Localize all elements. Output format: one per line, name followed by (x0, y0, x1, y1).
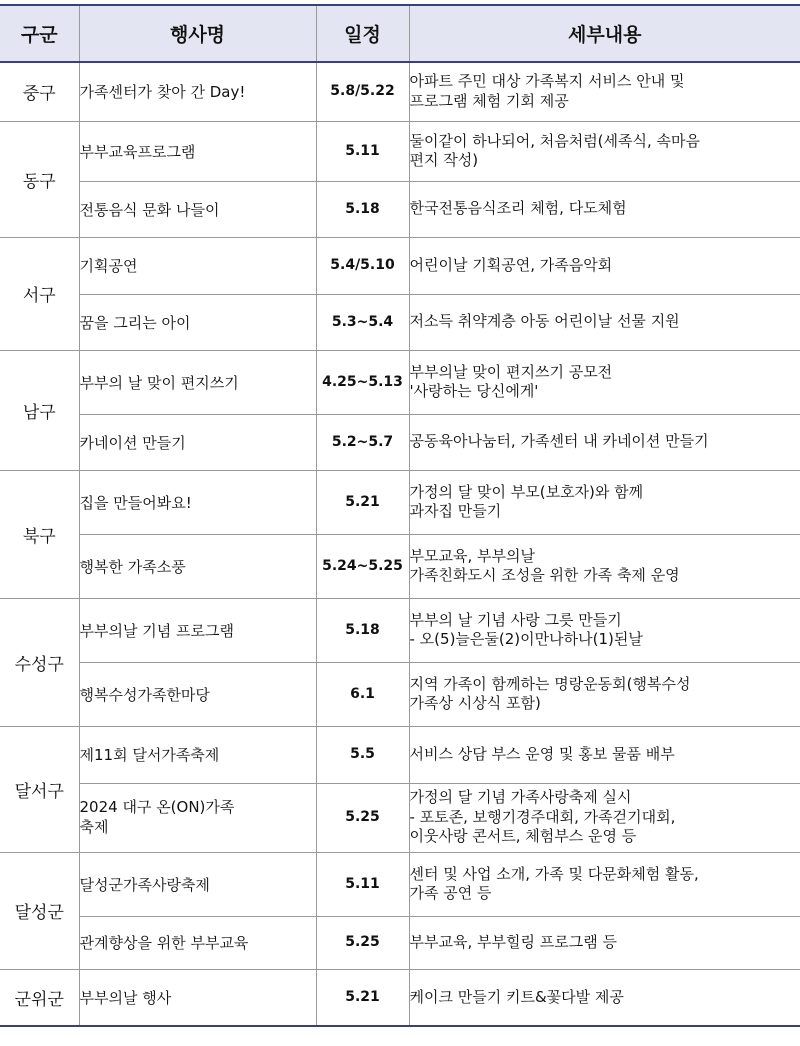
header-detail: 세부내용 (409, 5, 800, 62)
table-row (0, 121, 800, 181)
table-row (0, 598, 800, 662)
table-row (0, 237, 800, 294)
table-row (0, 969, 800, 1026)
header-date: 일정 (316, 5, 409, 62)
table-row (0, 916, 800, 969)
detail-cell: 부모교육, 부부의날 가족친화도시 조성을 위한 가족 축제 운영 (409, 534, 800, 598)
detail-cell: 저소득 취약계층 아동 어린이날 선물 지원 (409, 294, 800, 350)
event-name-cell: 부부의날 행사 (79, 969, 316, 1026)
district-cell: 서구 (0, 237, 79, 350)
date-cell: 5.2~5.7 (316, 414, 409, 470)
date-cell: 5.3~5.4 (316, 294, 409, 350)
date-cell: 5.11 (316, 121, 409, 181)
table-row (0, 181, 800, 237)
district-cell: 수성구 (0, 598, 79, 726)
date-cell: 4.25~5.13 (316, 350, 409, 414)
detail-cell: 부부의날 맞이 편지쓰기 공모전 '사랑하는 당신에게' (409, 350, 800, 414)
table-row (0, 294, 800, 350)
district-cell: 달성군 (0, 852, 79, 969)
date-cell: 5.25 (316, 916, 409, 969)
event-name-cell: 부부의 날 맞이 편지쓰기 (79, 350, 316, 414)
table-row (0, 534, 800, 598)
district-cell: 동구 (0, 121, 79, 237)
detail-cell: 센터 및 사업 소개, 가족 및 다문화체험 활동, 가족 공연 등 (409, 852, 800, 916)
table-row (0, 414, 800, 470)
event-name-cell: 가족센터가 찾아 간 Day! (79, 62, 316, 121)
date-cell: 5.21 (316, 969, 409, 1026)
detail-cell: 지역 가족이 함께하는 명랑운동회(행복수성 가족상 시상식 포함) (409, 662, 800, 726)
district-cell: 달서구 (0, 726, 79, 852)
event-name-cell: 전통음식 문화 나들이 (79, 181, 316, 237)
date-cell: 5.18 (316, 181, 409, 237)
detail-cell: 어린이날 기획공연, 가족음악회 (409, 237, 800, 294)
event-name-cell: 2024 대구 온(ON)가족 축제 (79, 783, 316, 852)
detail-cell: 서비스 상담 부스 운영 및 홍보 물품 배부 (409, 726, 800, 783)
event-name-cell: 카네이션 만들기 (79, 414, 316, 470)
detail-cell: 가정의 달 기념 가족사랑축제 실시 - 포토존, 보행기경주대회, 가족걷기대회, 이웃사랑 콘서트, 체험부스 운영 등 (409, 783, 800, 852)
events-table (0, 4, 800, 1027)
header-event-name: 행사명 (79, 5, 316, 62)
detail-cell: 부부교육, 부부힐링 프로그램 등 (409, 916, 800, 969)
date-cell: 5.25 (316, 783, 409, 852)
table-row (0, 726, 800, 783)
event-name-cell: 기획공연 (79, 237, 316, 294)
date-cell: 5.8/5.22 (316, 62, 409, 121)
detail-cell: 가정의 달 맞이 부모(보호자)와 함께 과자집 만들기 (409, 470, 800, 534)
table-row (0, 783, 800, 852)
table-row (0, 470, 800, 534)
event-name-cell: 행복수성가족한마당 (79, 662, 316, 726)
event-name-cell: 행복한 가족소풍 (79, 534, 316, 598)
district-cell: 중구 (0, 62, 79, 121)
table-body (0, 62, 800, 1026)
district-cell: 북구 (0, 470, 79, 598)
detail-cell: 부부의 날 기념 사랑 그릇 만들기 - 오(5)늘은둘(2)이만나하나(1)된날 (409, 598, 800, 662)
event-name-cell: 집을 만들어봐요! (79, 470, 316, 534)
date-cell: 6.1 (316, 662, 409, 726)
district-cell: 남구 (0, 350, 79, 470)
detail-cell: 한국전통음식조리 체험, 다도체험 (409, 181, 800, 237)
date-cell: 5.4/5.10 (316, 237, 409, 294)
table-header (0, 5, 800, 62)
detail-cell: 공동육아나눔터, 가족센터 내 카네이션 만들기 (409, 414, 800, 470)
event-name-cell: 부부교육프로그램 (79, 121, 316, 181)
detail-cell: 케이크 만들기 키트&꽃다발 제공 (409, 969, 800, 1026)
table-row (0, 350, 800, 414)
event-name-cell: 제11회 달서가족축제 (79, 726, 316, 783)
table-row (0, 62, 800, 121)
header-row (0, 5, 800, 62)
date-cell: 5.5 (316, 726, 409, 783)
event-name-cell: 부부의날 기념 프로그램 (79, 598, 316, 662)
table-row (0, 852, 800, 916)
date-cell: 5.21 (316, 470, 409, 534)
detail-cell: 아파트 주민 대상 가족복지 서비스 안내 및 프로그램 체험 기회 제공 (409, 62, 800, 121)
detail-cell: 둘이같이 하나되어, 처음처럼(세족식, 속마음 편지 작성) (409, 121, 800, 181)
header-district: 구군 (0, 5, 79, 62)
date-cell: 5.11 (316, 852, 409, 916)
date-cell: 5.24~5.25 (316, 534, 409, 598)
table-row (0, 662, 800, 726)
event-name-cell: 꿈을 그리는 아이 (79, 294, 316, 350)
event-name-cell: 관계향상을 위한 부부교육 (79, 916, 316, 969)
event-name-cell: 달성군가족사랑축제 (79, 852, 316, 916)
date-cell: 5.18 (316, 598, 409, 662)
district-cell: 군위군 (0, 969, 79, 1026)
